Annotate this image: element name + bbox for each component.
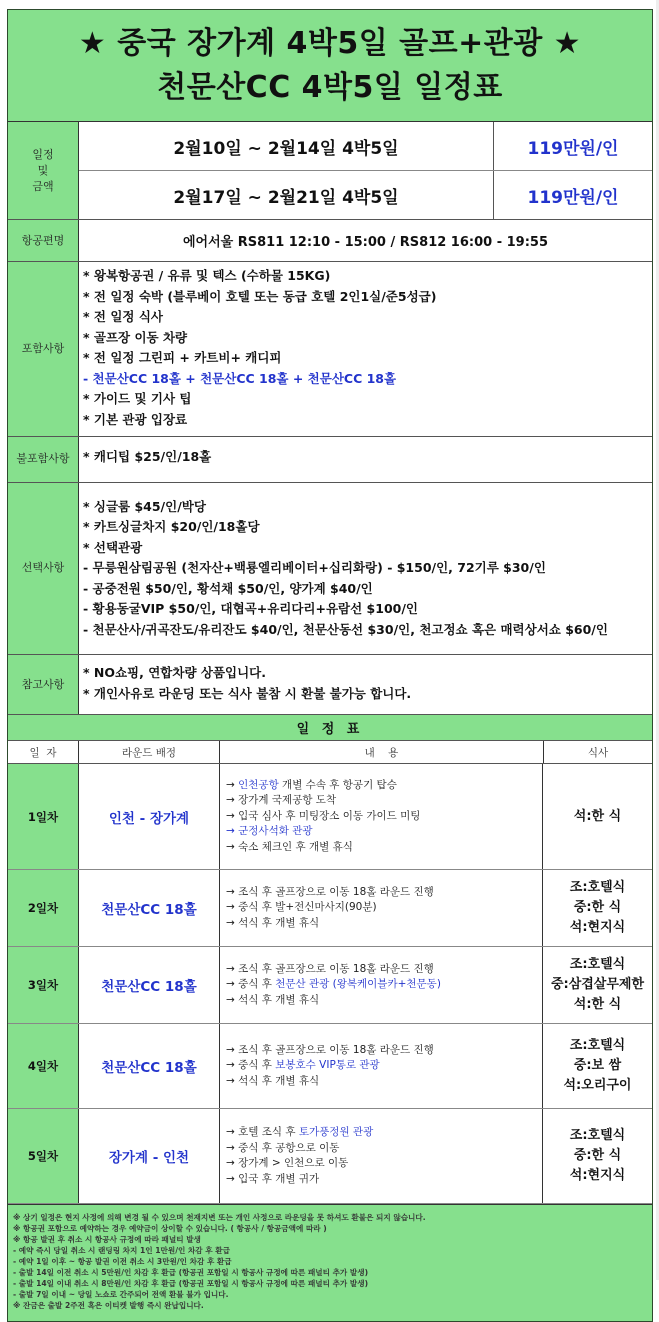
content-text: → 석식 후 개별 휴식 <box>226 993 320 1006</box>
notes-label: 참고사항 <box>8 655 79 714</box>
included-item: * 기본 관광 입장료 <box>83 411 188 427</box>
content-item <box>226 1125 542 1141</box>
day-label: 4일차 <box>8 1024 79 1108</box>
included-list <box>79 262 652 436</box>
header-content: 내 용 <box>220 741 544 763</box>
header-meals: 식사 <box>587 746 609 759</box>
content-item <box>226 916 542 932</box>
content-item <box>226 885 542 901</box>
content-item <box>226 793 542 809</box>
notes-item: * NO쇼핑, 연합차량 상품입니다. <box>83 665 267 680</box>
meal-item: 조:호텔식 <box>569 1038 626 1053</box>
optional-item: - 황용동굴VIP $50/인, 대협곡+유리다리+유람선 $100/인 <box>83 601 418 616</box>
optional-item: * 싱글룸 $45/인/박당 <box>83 498 206 514</box>
footer-note: ※ 상기 일정은 현지 사정에 의해 변경 될 수 있으며 천재지변 또는 개인 사정으로 라운딩을 못 하셔도 환불은 되지 않습니다. <box>13 1213 426 1222</box>
schedule-row-1 <box>79 122 652 171</box>
round-assignment: 천문산CC 18홀 <box>79 870 220 946</box>
label-line: 및 <box>37 163 49 177</box>
content-highlight: 토가풍정원 관광 <box>298 1126 374 1138</box>
schedule-row-2 <box>79 171 652 219</box>
content-text: → 중식 후 발+전신마사지(90분) <box>226 901 377 914</box>
meal-item: 중:보 쌈 <box>573 1058 622 1073</box>
content-text: → 입국 후 개별 귀가 <box>226 1172 320 1185</box>
footer-note: - 예약 1일 이후 ~ 항공 발권 이전 취소 시 3만원/인 차감 후 환급 <box>13 1257 232 1266</box>
included-label: 포함사항 <box>8 262 79 436</box>
content-text: → 조식 후 골프장으로 이동 18홀 라운드 진행 <box>226 1043 434 1056</box>
content-highlight: 천문산 관광 (왕복케이블카+천문동) <box>275 978 441 991</box>
schedule-price-label <box>8 122 79 219</box>
flight-label: 항공편명 <box>8 220 79 261</box>
content-item <box>226 1043 542 1059</box>
content-item <box>226 977 542 993</box>
meal-item: 석:한 식 <box>573 808 622 824</box>
day-content <box>220 1109 543 1203</box>
day-label: 2일차 <box>8 870 79 946</box>
itinerary-day-row <box>8 947 652 1024</box>
day-content <box>220 870 543 946</box>
schedule-price: 119만원/인 <box>527 138 619 159</box>
optional-item: * 선택관광 <box>83 539 143 555</box>
content-highlight: → 군정사석화 관광 <box>226 825 313 838</box>
itinerary-title: 일 정 표 <box>8 715 652 741</box>
day-label: 3일차 <box>8 947 79 1023</box>
schedule-price-cell <box>79 122 652 219</box>
day-meals <box>543 870 652 946</box>
notes-list <box>79 655 652 714</box>
included-item-golf-courses: - 천문산CC 18홀 + 천문산CC 18홀 + 천문산CC 18홀 <box>83 370 397 386</box>
itinerary-day-row <box>8 1109 652 1204</box>
day-meals <box>543 764 652 869</box>
schedule-dates: 2월10일 ~ 2월14일 4박5일 <box>79 122 494 170</box>
content-item <box>226 1058 542 1074</box>
day-content <box>220 1024 543 1108</box>
flight-value: 에어서울 RS811 12:10 - 15:00 / RS812 16:00 - 19:55 <box>182 235 549 250</box>
content-text: → 석식 후 개별 휴식 <box>226 916 320 929</box>
meal-item: 중:한 식 <box>573 1148 622 1163</box>
footer-note: - 출발 14일 이전 취소 시 5만원/인 차감 후 환급 (항공권 포함일 시 항공사 규정에 따른 패널티 추가 발생) <box>13 1268 369 1277</box>
day-label: 1일차 <box>8 764 79 869</box>
content-text: → 중식 후 <box>226 1059 276 1072</box>
header-round: 라운드 배정 <box>79 741 220 763</box>
content-item <box>226 1141 542 1157</box>
content-item <box>226 778 542 794</box>
optional-row <box>8 483 652 656</box>
excluded-row <box>8 437 652 483</box>
schedule-price: 119만원/인 <box>527 187 619 208</box>
round-assignment: 장가계 - 인천 <box>79 1109 220 1203</box>
meal-item: 조:호텔식 <box>569 880 626 895</box>
content-text: → <box>226 778 239 791</box>
content-text: → 조식 후 골프장으로 이동 18홀 라운드 진행 <box>226 962 434 975</box>
content-item <box>226 809 542 825</box>
optional-item: * 카트싱글차지 $20/인/18홀당 <box>83 519 260 534</box>
meal-item: 중:한 식 <box>573 900 622 915</box>
content-item <box>226 824 542 840</box>
content-highlight: 보봉호수 VIP통로 관광 <box>275 1059 380 1072</box>
meal-item: 조:호텔식 <box>569 957 626 972</box>
excluded-item: * 캐디팁 $25/인/18홀 <box>83 449 212 464</box>
content-item <box>226 993 542 1009</box>
footer-note: ※ 항공권 포함으로 예약하는 경우 예약금이 상이할 수 있습니다. ( 항공사 / 항공금액에 따라 ) <box>13 1224 327 1233</box>
flight-row <box>8 220 652 262</box>
day-meals <box>543 1109 652 1203</box>
round-assignment: 천문산CC 18홀 <box>79 947 220 1023</box>
meal-item: 석:한 식 <box>573 997 622 1012</box>
footer-note: - 출발 7일 이내 ~ 당일 노쇼로 간주되어 전액 환불 불가 입니다. <box>13 1290 229 1299</box>
content-item <box>226 1074 542 1090</box>
label-line: 금액 <box>32 179 54 193</box>
footer-note: - 출발 14일 이내 취소 시 8만원/인 차감 후 환급 (항공권 포함일 시 항공사 규정에 따른 패널티 추가 발생) <box>13 1279 369 1288</box>
day-content <box>220 947 543 1023</box>
day-content <box>220 764 543 869</box>
included-item: * 전 일정 숙박 (블루베이 호텔 또는 동급 호텔 2인1실/준5성급) <box>83 288 437 304</box>
excluded-list <box>79 437 652 482</box>
content-text: → 장가계 국제공항 도착 <box>226 794 337 807</box>
content-item <box>226 1172 542 1188</box>
itinerary-sheet <box>7 9 653 1322</box>
included-item: * 가이드 및 기사 팁 <box>83 391 192 406</box>
itinerary-days <box>8 764 652 1204</box>
content-text: → 중식 후 <box>226 978 276 991</box>
content-text: → 숙소 체크인 후 개별 휴식 <box>226 840 353 853</box>
content-item <box>226 900 542 916</box>
included-row <box>8 262 652 437</box>
content-item <box>226 840 542 856</box>
optional-item: - 천문산사/귀곡잔도/유리잔도 $40/인, 천문산동선 $30/인, 천고정쇼 혹은 매력상서쇼 $60/인 <box>83 621 608 637</box>
title-banner <box>8 10 652 122</box>
label-line: 일정 <box>32 147 54 161</box>
day-label: 5일차 <box>8 1109 79 1203</box>
included-item: * 전 일정 그린피 + 카트비+ 캐디피 <box>83 350 282 365</box>
included-item: * 전 일정 식사 <box>83 309 163 324</box>
itinerary-day-row <box>8 1024 652 1109</box>
meal-item: 조:호텔식 <box>569 1128 626 1143</box>
included-item: * 왕복항공권 / 유류 및 텍스 (수하물 15KG) <box>83 268 331 283</box>
itinerary-day-row <box>8 764 652 870</box>
content-highlight: 인천공항 <box>238 778 279 791</box>
title-line-2: 천문산CC 4박5일 일정표 <box>157 69 503 105</box>
day-meals <box>543 1024 652 1108</box>
notes-row <box>8 655 652 715</box>
content-text: → 호텔 조식 후 <box>226 1126 299 1138</box>
content-item <box>226 962 542 978</box>
content-text: → 장가계 > 인천으로 이동 <box>226 1157 349 1169</box>
content-text: → 석식 후 개별 휴식 <box>226 1074 320 1087</box>
content-text: 개별 수속 후 항공기 탑승 <box>278 778 397 791</box>
day-meals <box>543 947 652 1023</box>
optional-item: - 무릉원삼림공원 (천자산+백룡엘리베이터+십리화랑) - $150/인, 72기루 $30/인 <box>83 560 546 575</box>
footer-note: - 예약 즉시 당일 취소 시 랜딩링 차지 1인 1만원/인 차감 후 환급 <box>13 1246 230 1255</box>
content-text: → 조식 후 골프장으로 이동 18홀 라운드 진행 <box>226 885 434 898</box>
footer-notes <box>8 1204 652 1321</box>
optional-list <box>79 483 652 655</box>
content-text: → 입국 심사 후 미팅장소 이동 가이드 미팅 <box>226 809 421 822</box>
optional-item: - 공중전원 $50/인, 황석채 $50/인, 양가계 $40/인 <box>83 580 373 596</box>
included-item: * 골프장 이동 차량 <box>83 329 188 345</box>
footer-note: ※ 항공 발권 후 취소 시 항공사 규정에 따라 패널티 발생 <box>13 1235 201 1244</box>
footer-note: ※ 잔금은 출발 2주전 혹은 이티켓 발행 즉시 완납입니다. <box>13 1301 204 1310</box>
schedule-dates: 2월17일 ~ 2월21일 4박5일 <box>79 171 494 219</box>
round-assignment: 천문산CC 18홀 <box>79 1024 220 1108</box>
itinerary-header <box>8 741 652 764</box>
schedule-price-row <box>8 122 652 220</box>
round-assignment: 인천 - 장가계 <box>79 764 220 869</box>
excluded-label: 불포함사항 <box>8 437 79 482</box>
content-text: → 중식 후 공항으로 이동 <box>226 1141 340 1154</box>
optional-label: 선택사항 <box>8 483 79 655</box>
notes-item: * 개인사유로 라운딩 또는 식사 불참 시 환불 불가능 합니다. <box>83 685 412 701</box>
meal-item: 중:삼겹살무제한 <box>550 977 645 992</box>
meal-item: 석:현지식 <box>569 920 626 935</box>
title-line-1: ★ 중국 장가계 4박5일 골프+관광 ★ <box>78 25 582 61</box>
itinerary-day-row <box>8 870 652 947</box>
meal-item: 석:오리구이 <box>563 1078 632 1093</box>
header-day: 일 자 <box>8 741 79 763</box>
content-item <box>226 1156 542 1172</box>
meal-item: 석:현지식 <box>569 1168 626 1183</box>
